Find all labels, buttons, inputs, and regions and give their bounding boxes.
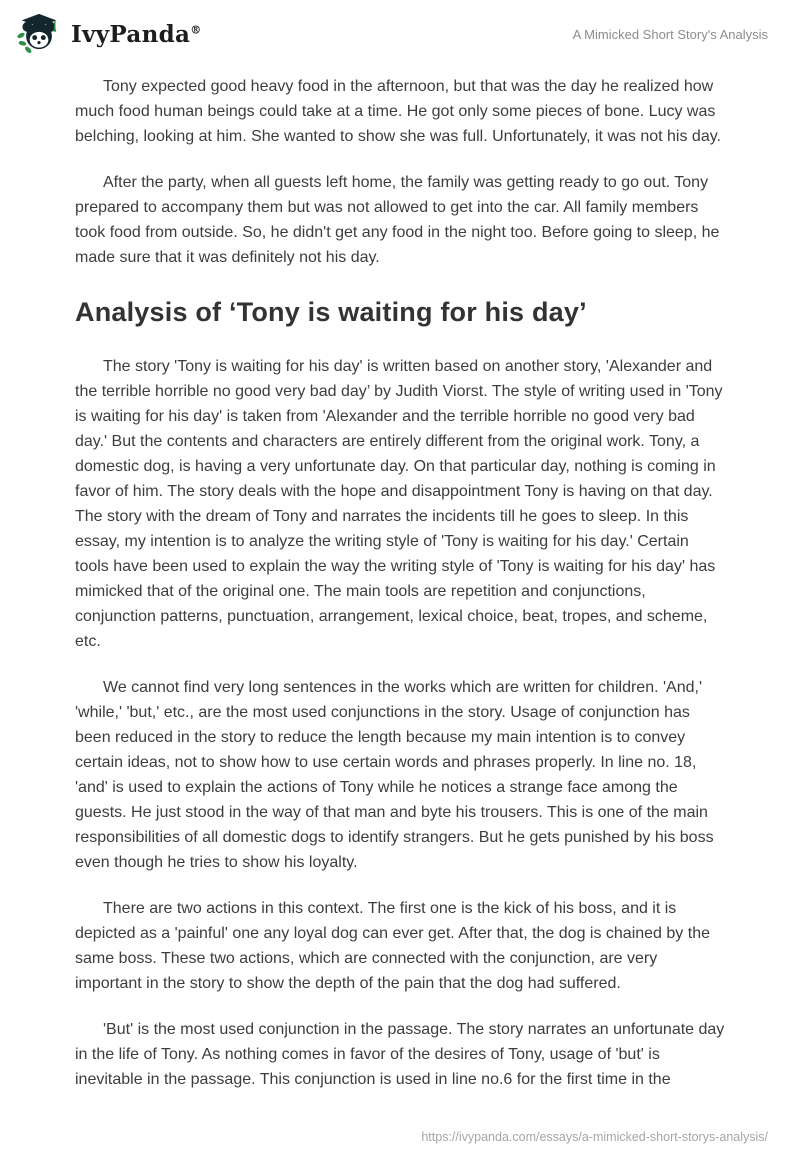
brand-text: IvyPanda: [71, 20, 191, 48]
registered-mark: ®: [190, 22, 202, 36]
paragraph: Tony expected good heavy food in the afternoon, but that was the day he realized how much food human beings could take at a time. He got only some pieces of bone. Lucy was belching, looking at him. She wanted to show she was full. Unfortunately, it was not his day.: [75, 78, 721, 145]
brand-name: [71, 21, 202, 48]
paragraph: We cannot find very long sentences in the works which are written for children. 'And,' 'while,' 'but,' etc., are the most used conjunctions in the story. Usage of conjunction has been reduced in the story to reduce the length because my main intention is to convey certain ideas, not to show how to use certain words and phrases properly. In line no. 18, 'and' is used to explain the actions of Tony while he notices a strange face among the guests. He just stood in the way of that man and byte his trousers. This is one of the main responsibilities of all domestic dogs to identify strangers. But he gets punished by his boss even though he tries to show his loyalty.: [75, 679, 714, 871]
document-title: A Mimicked Short Story's Analysis: [572, 26, 768, 42]
brand: [16, 11, 202, 57]
page-footer: [421, 1130, 768, 1144]
source-url: https://ivypanda.com/essays/a-mimicked-short-storys-analysis/: [421, 1130, 768, 1144]
section-heading: Analysis of ‘Tony is waiting for his day’: [75, 297, 587, 327]
ivypanda-logo-icon: [16, 11, 62, 57]
paragraph: The story 'Tony is waiting for his day' is written based on another story, 'Alexander and the terrible horrible no good very bad day’ by Judith Viorst. The style of writing used in 'Tony is waiting for his day' is taken from 'Alexander and the terrible horrible no good very bad day.' But the contents and characters are entirely different from the original work. Tony, a domestic dog, is having a very unfortunate day. On that particular day, nothing is coming in favor of him. The story deals with the hope and disappointment Tony is having on that day. The story with the dream of Tony and narrates the incidents till he goes to sleep. In this essay, my intention is to analyze the writing style of 'Tony is waiting for his day.' Certain tools have been used to explain the way the writing style of 'Tony is waiting for his day' has mimicked that of the original one. The main tools are repetition and conjunctions, conjunction patterns, punctuation, arrangement, lexical choice, beat, tropes, and scheme, etc.: [75, 358, 723, 650]
page-header: [0, 0, 800, 58]
paragraph: After the party, when all guests left home, the family was getting ready to go out. Tony prepared to accompany them but was not allowed to get into the car. All family members took food from outside. So, he didn't get any food in the night too. Before going to sleep, he made sure that it was definitely not his day.: [75, 174, 720, 266]
paragraph: 'But' is the most used conjunction in the passage. The story narrates an unfortunate day in the life of Tony. As nothing comes in favor of the desires of Tony, usage of 'but' is inevitable in the passage. This conjunction is used in line no.6 for the first time in the: [75, 1021, 725, 1088]
paragraph: There are two actions in this context. The first one is the kick of his boss, and it is depicted as a 'painful' one any loyal dog can ever get. After that, the dog is chained by the same boss. These two actions, which are connected with the conjunction, are very important in the story to show the depth of the pain that the dog had suffered.: [75, 900, 710, 992]
essay-content: [0, 58, 800, 1092]
